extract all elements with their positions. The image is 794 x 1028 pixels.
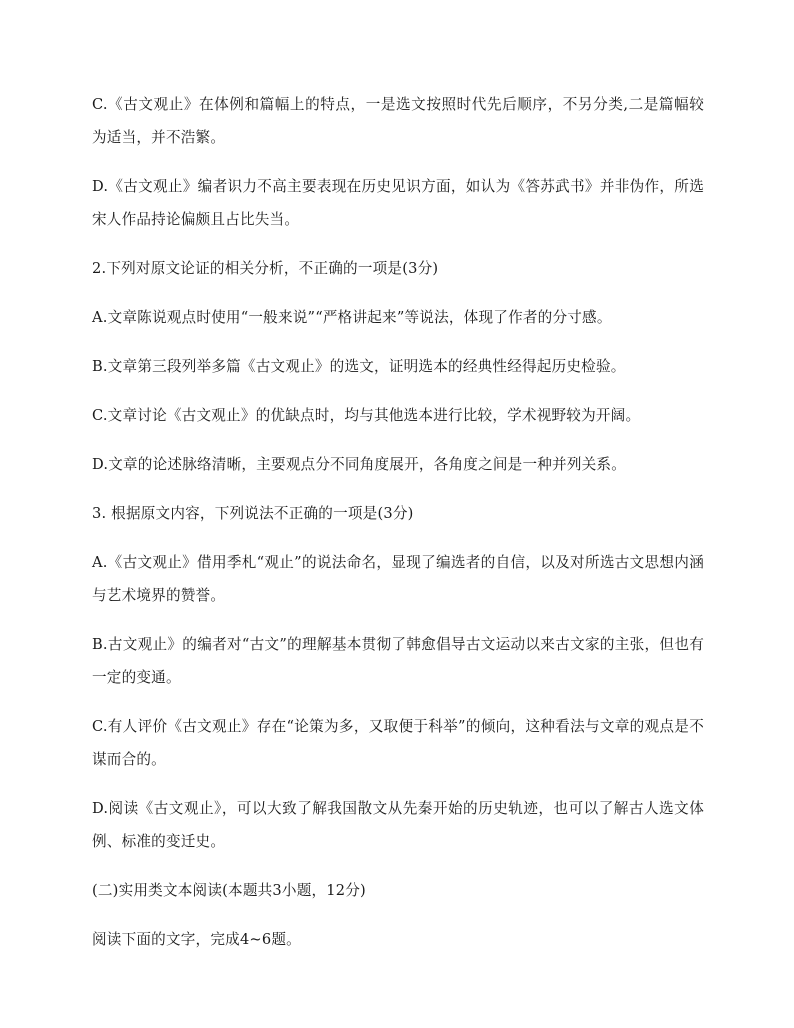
option-d-paragraph: D.《古文观止》编者识力不高主要表现在历史见识方面，如认为《答苏武书》并非伪作，所选宋人作品持论偏颇且占比失当。: [92, 178, 704, 228]
section-heading: (二)实用类文本阅读(本题共3小题，12分): [92, 882, 366, 899]
option-c-paragraph: C.《古文观止》在体例和篇幅上的特点，一是选文按照时代先后顺序，不另分类,二是篇幅较为适当，并不浩繁。: [92, 96, 704, 146]
reading-instruction: 阅读下面的文字，完成4~6题。: [92, 931, 301, 948]
question-3-option-b: B.古文观止》的编者对“古文”的理解基本贯彻了韩愈倡导古文运动以来古文家的主张，但也有一定的变通。: [92, 636, 704, 686]
question-2-stem: 2.下列对原文论证的相关分析，不正确的一项是(3分): [92, 260, 439, 277]
question-2-option-c: C.文章讨论《古文观止》的优缺点时，均与其他选本进行比较，学术视野较为开阔。: [92, 407, 641, 424]
question-2-option-b: B.文章第三段列举多篇《古文观止》的选文，证明选本的经典性经得起历史检验。: [92, 358, 626, 375]
question-3-option-a: A.《古文观止》借用季札“观止”的说法命名，显现了编选者的自信，以及对所选古文思想内涵与艺术境界的赞誉。: [92, 554, 704, 604]
question-2-option-d: D.文章的论述脉络清晰，主要观点分不同角度展开，各角度之间是一种并列关系。: [92, 456, 627, 473]
document-body: [92, 88, 704, 972]
question-3-option-c: C.有人评价《古文观止》存在“论策为多，又取便于科举”的倾向，这种看法与文章的观点是不谋而合的。: [92, 718, 704, 768]
question-2-option-a: A.文章陈说观点时使用“一般来说”“严格讲起来”等说法，体现了作者的分寸感。: [92, 309, 612, 326]
question-3-stem: 3. 根据原文内容，下列说法不正确的一项是(3分): [92, 505, 414, 522]
question-3-option-d: D.阅读《古文观止》，可以大致了解我国散文从先秦开始的历史轨迹，也可以了解古人选文体例、标准的变迁史。: [92, 800, 704, 850]
